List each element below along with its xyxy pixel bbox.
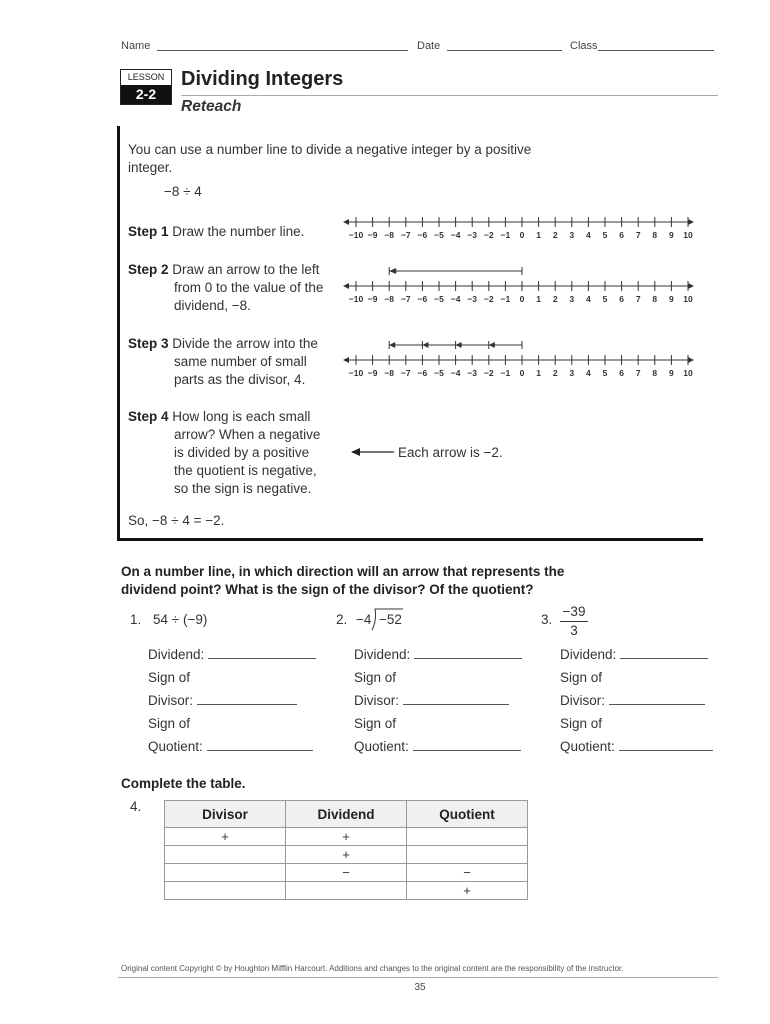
name-label: Name [121,40,151,52]
col1-divisor [148,692,297,710]
dividend-arrowhead-icon [389,268,396,274]
small-arrowhead-icon [489,342,495,348]
tick-label: 4 [586,230,591,240]
tick-label: 10 [683,230,693,240]
step-label: Step 2 [128,262,169,277]
divisor-label: Divisor: [148,693,194,708]
reteach-expression: −8 ÷ 4 [164,184,202,199]
tick-label: 7 [635,368,641,378]
tick-label: −9 [367,294,378,304]
lesson-badge [120,69,172,105]
tick-label: 5 [602,368,608,378]
tick-label: 0 [519,294,525,304]
problem-1 [130,611,207,629]
tick-label: −4 [450,368,461,378]
axis-arrowhead-right-icon [688,219,694,225]
col2-divisor [354,692,509,710]
step-3-line-3: parts as the divisor, 4. [174,372,306,387]
tick-label: 2 [552,294,558,304]
tick-label: −6 [417,368,428,378]
step-2-line-3: dividend, −8. [174,298,251,313]
problem-number: 1. [130,612,142,627]
col1-sign-of-quotient: Sign of [148,716,191,731]
tick-label: 9 [669,230,674,240]
table-cell[interactable] [407,828,528,846]
long-division-dividend: −52 [379,612,402,627]
tick-label: −2 [483,368,494,378]
step-4-line-2: arrow? When a negative [174,427,321,442]
table-cell[interactable]: + [286,828,407,846]
tick-label: 7 [635,294,641,304]
divisor-answer-line[interactable] [609,692,705,705]
table-problem-number: 4. [130,799,142,814]
lesson-badge-label: LESSON [127,72,165,82]
page-subtitle: Reteach [181,98,242,115]
tick-label: 4 [586,294,591,304]
quotient-answer-line[interactable] [619,738,713,751]
step-text: Draw an arrow to the left [172,262,320,277]
col1-quotient [148,738,313,756]
tick-label: −7 [400,230,411,240]
table-row [165,846,528,864]
quotient-answer-line[interactable] [413,738,521,751]
dividend-answer-line[interactable] [620,646,708,659]
step-2 [128,261,319,279]
axis-arrowhead-left-icon [343,357,349,363]
step-text: Divide the arrow into the [172,336,318,351]
tick-label: −3 [467,294,478,304]
header-quotient: Quotient [407,801,528,828]
dividend-answer-line[interactable] [208,646,316,659]
tick-label: 8 [652,294,658,304]
col2-quotient [354,738,521,756]
fraction-denominator: 3 [570,623,578,638]
step-4-line-5: so the sign is negative. [174,481,312,496]
tick-label: −3 [467,230,478,240]
divisor-label: Divisor: [354,693,400,708]
page-title: Dividing Integers [181,68,344,90]
step-label: Step 3 [128,336,169,351]
tick-label: −10 [348,294,364,304]
problem-number: 3. [541,612,553,627]
axis-arrowhead-left-icon [343,283,349,289]
table-cell[interactable]: + [286,846,407,864]
tick-label: 3 [569,230,575,240]
tick-label: −1 [500,294,511,304]
step-label: Step 4 [128,409,169,424]
number-line-1 [340,210,700,246]
page-number: 35 [414,982,426,993]
tick-label: 9 [669,368,674,378]
lesson-number: 2-2 [121,85,171,104]
number-line-3 [340,338,700,384]
problem-2 [336,611,347,629]
step-4 [128,408,310,426]
tick-label: −1 [500,368,511,378]
tick-label: −2 [483,230,494,240]
tick-label: −3 [467,368,478,378]
tick-label: −7 [400,368,411,378]
step-4-line-3: is divided by a positive [174,445,310,460]
table-cell[interactable] [165,846,286,864]
table-heading: Complete the table. [121,776,246,791]
reteach-intro: You can use a number line to divide a negative integer by a positive integer. [128,142,532,175]
col3-divisor [560,692,705,710]
tick-label: 1 [536,294,541,304]
tick-label: 7 [635,230,641,240]
col3-sign-of-divisor: Sign of [560,670,603,685]
header-divisor: Divisor [165,801,286,828]
step-3 [128,335,318,353]
quotient-label: Quotient: [148,739,203,754]
title-rule [181,95,718,96]
col1-dividend [148,646,316,664]
col3-sign-of-quotient: Sign of [560,716,603,731]
tick-label: −6 [417,294,428,304]
tick-label: −5 [434,368,444,378]
small-arrowhead-icon [422,342,428,348]
table-row [165,864,528,882]
tick-label: 8 [652,368,658,378]
small-arrowhead-icon [389,342,395,348]
tick-label: 6 [619,368,624,378]
step-label: Step 1 [128,224,169,239]
reteach-box-bottom-border [117,538,703,541]
table-cell[interactable] [407,846,528,864]
tick-label: 5 [602,294,608,304]
divisor-answer-line[interactable] [197,692,297,705]
step-text: Draw the number line. [172,224,305,239]
tick-label: 5 [602,230,608,240]
divisor-answer-line[interactable] [403,692,509,705]
left-arrow-icon [348,446,398,458]
col3-quotient [560,738,713,756]
tick-label: 10 [683,294,693,304]
tick-label: −8 [384,294,395,304]
answer-table [164,800,528,900]
tick-label: 2 [552,230,558,240]
col2-sign-of-divisor: Sign of [354,670,397,685]
col3-dividend [560,646,708,664]
tick-label: 6 [619,294,624,304]
problem-expression: 54 ÷ (−9) [153,612,208,627]
tick-label: 0 [519,368,525,378]
tick-label: 4 [586,368,591,378]
step-1 [128,223,304,241]
tick-label: −4 [450,294,461,304]
arrow-note: Each arrow is −2. [398,445,503,460]
tick-label: −6 [417,230,428,240]
step-4-line-4: the quotient is negative, [174,463,317,478]
tick-label: 1 [536,368,541,378]
axis-arrowhead-right-icon [688,283,694,289]
quotient-label: Quotient: [354,739,409,754]
table-row [165,882,528,900]
col1-sign-of-divisor: Sign of [148,670,191,685]
tick-label: −5 [434,294,444,304]
table-cell[interactable]: − [407,864,528,882]
tick-label: −10 [348,230,364,240]
class-label: Class [570,40,598,52]
tick-label: −8 [384,368,395,378]
footer-rule [118,977,718,978]
step-text: How long is each small [172,409,311,424]
dividend-label: Dividend: [354,647,411,662]
tick-label: 6 [619,230,624,240]
table-cell[interactable] [286,882,407,900]
quotient-label: Quotient: [560,739,615,754]
tick-label: −5 [434,230,444,240]
name-field[interactable] [157,50,408,51]
tick-label: 10 [683,368,693,378]
dividend-label: Dividend: [148,647,205,662]
long-division-divisor: −4 [356,612,372,627]
divisor-label: Divisor: [560,693,606,708]
tick-label: 9 [669,294,674,304]
tick-label: −1 [500,230,511,240]
fraction-numerator: −39 [562,604,586,619]
practice-question: On a number line, in which direction will an arrow that represents the dividend point? What is the sign of the divisor? Of the quotient? [121,564,565,597]
table-cell[interactable]: + [165,828,286,846]
col2-sign-of-quotient: Sign of [354,716,397,731]
dividend-answer-line[interactable] [414,646,522,659]
step-2-line-2: from 0 to the value of the [174,280,324,295]
tick-label: 8 [652,230,658,240]
tick-label: −4 [450,230,461,240]
tick-label: −9 [367,230,378,240]
header-dividend: Dividend [286,801,407,828]
axis-arrowhead-left-icon [343,219,349,225]
reteach-box-left-border [117,126,120,541]
number-line-2 [340,264,700,310]
axis-arrowhead-right-icon [688,357,694,363]
small-arrowhead-icon [456,342,462,348]
copyright-notice: Original content Copyright © by Houghton Mifflin Harcourt. Additions and changes to the original content are the responsibility of the instructor. [121,964,624,973]
tick-label: −9 [367,368,378,378]
problem-3 [541,611,552,629]
quotient-answer-line[interactable] [207,738,313,751]
table-row [165,828,528,846]
table-cell[interactable] [165,882,286,900]
problem-number: 2. [336,612,348,627]
tick-label: −10 [348,368,364,378]
tick-label: 2 [552,368,558,378]
table-cell[interactable] [165,864,286,882]
table-header-row [165,801,528,828]
col2-dividend [354,646,522,664]
date-label: Date [417,40,441,52]
tick-label: −8 [384,230,395,240]
tick-label: 3 [569,294,575,304]
tick-label: −7 [400,294,411,304]
class-field[interactable] [598,50,714,51]
tick-label: 1 [536,230,541,240]
table-cell[interactable]: − [286,864,407,882]
date-field[interactable] [447,50,562,51]
dividend-label: Dividend: [560,647,617,662]
reteach-conclusion: So, −8 ÷ 4 = −2. [128,513,225,528]
tick-label: 0 [519,230,525,240]
step-3-line-2: same number of small [174,354,307,369]
table-cell[interactable]: + [407,882,528,900]
tick-label: −2 [483,294,494,304]
tick-label: 3 [569,368,575,378]
